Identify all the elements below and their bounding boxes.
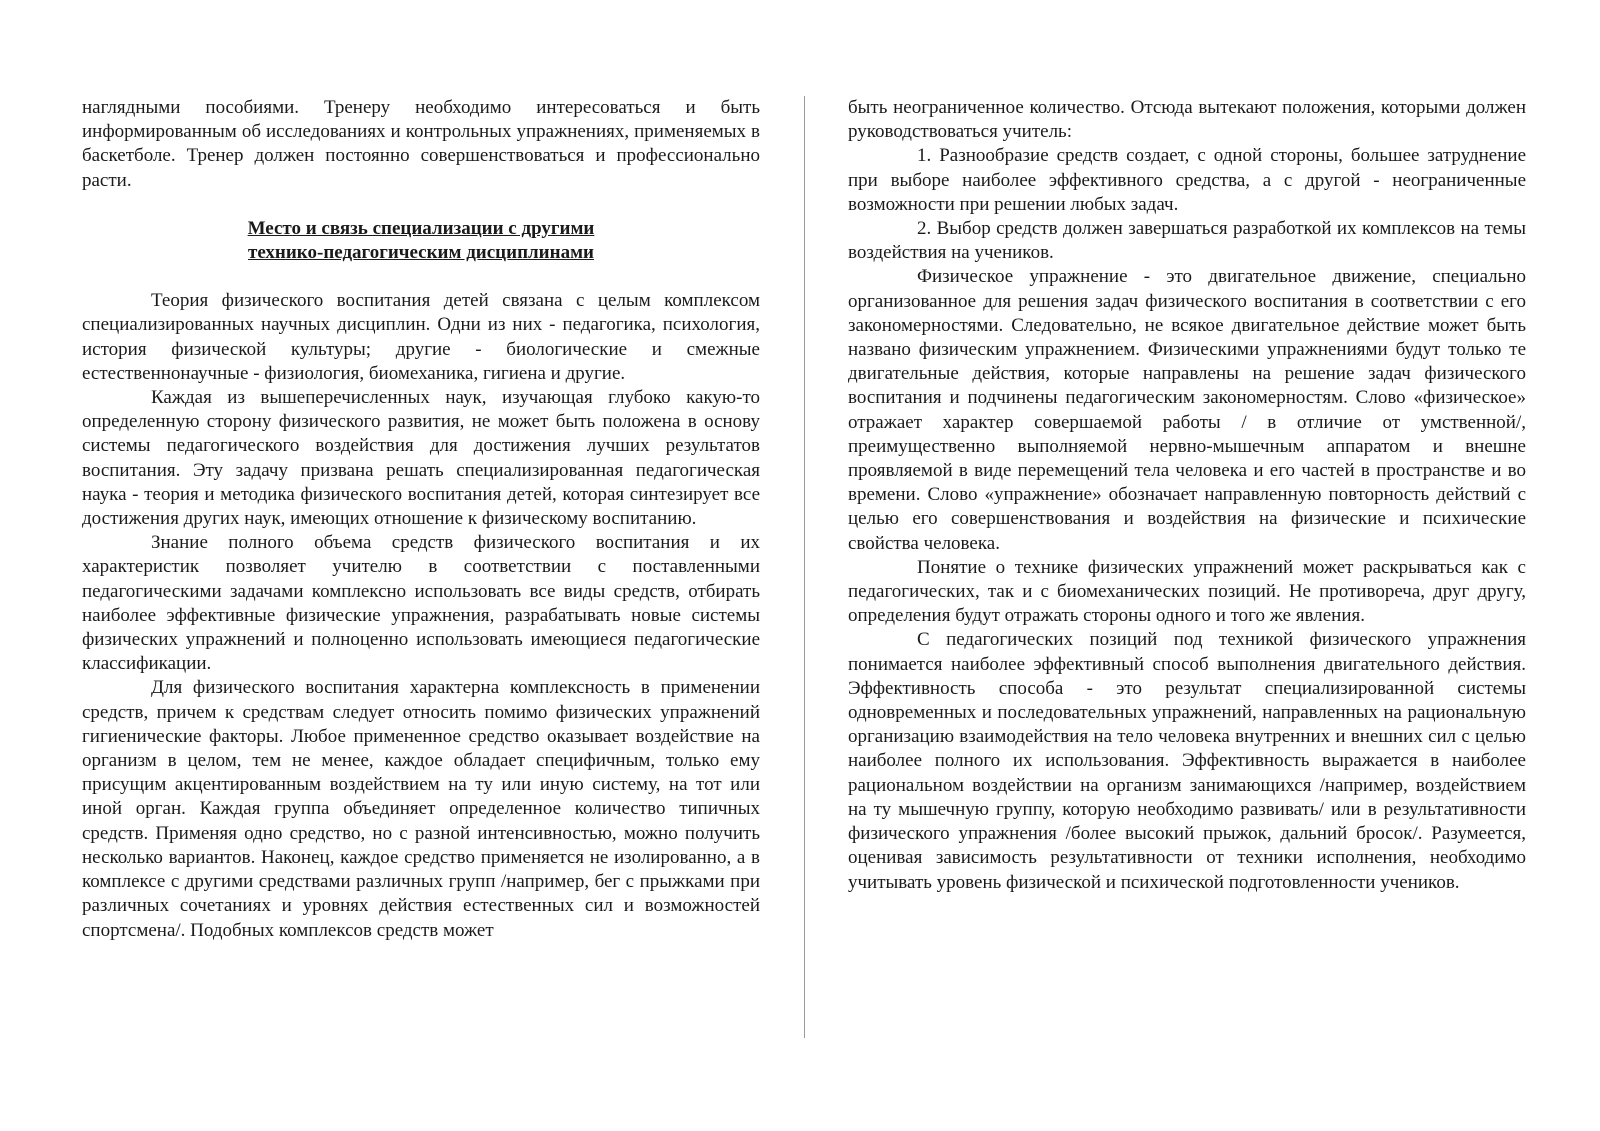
left-paragraph-1: Теория физического воспитания детей связана с целым комплексом специализированных научных дисциплин. Одни из них - педагогика, психология, история физической культуры; другие - биологические и смежные естественнонаучные - физиология, биомеханика, гигиена и другие.: [82, 290, 760, 384]
right-column: [848, 96, 1526, 895]
left-paragraph-3: Знание полного объема средств физического воспитания и их характеристик позволяет учителю в соответствии с поставленными педагогическими задачами комплексно использовать все виды средств, отбирать наиболее эффективные физические упражнения, разрабатывать новые системы физических упражнений и полноценно использовать имеющиеся педагогические классификации.: [82, 532, 760, 675]
left-intro-paragraph: наглядными пособиями. Тренеру необходимо интересоваться и быть информированным об исследованиях и контрольных упражнениях, применяемых в баскетболе. Тренер должен постоянно совершенствоваться и профессионально расти.: [82, 97, 760, 191]
left-column: [82, 96, 760, 943]
right-paragraph-4: Понятие о технике физических упражнений может раскрываться как с педагогических, так и с биомеханических позиций. Не противореча, друг другу, определения будут отражать стороны одного и того же явления.: [848, 556, 1526, 627]
section-heading-line-1: Место и связь специализации с другими: [247, 217, 595, 239]
left-paragraph-4: Для физического воспитания характерна комплексность в применении средств, причем к средствам следует относить помимо физических упражнений гигиенические факторы. Любое примененное средство оказывает воздействие на организм в целом, тем не менее, каждое обладает специфичным, только ему присущим акцентированным воздействием на ту или иную систему, на тот или иной орган. Каждая группа объединяет определенное количество типичных средств. Применяя одно средство, но с разной интенсивностью, можно получить несколько вариантов. Наконец, каждое средство применяется не изолированно, а в комплексе с другими средствами различных групп /например, бег с прыжками при различных сочетаниях и уровнях действия естественных сил и возможностей спортсмена/. Подобных комплексов средств может: [82, 677, 760, 941]
section-heading: [82, 217, 760, 265]
right-paragraph-1: 1. Разнообразие средств создает, с одной стороны, большее затруднение при выборе наиболее эффективного средства, а с другой - неограниченные возможности при решении любых задач.: [848, 145, 1526, 215]
column-divider: [804, 96, 805, 1038]
section-heading-line-2: технико-педагогическим дисциплинами: [248, 242, 594, 264]
right-paragraph-2: 2. Выбор средств должен завершаться разработкой их комплексов на темы воздействия на учеников.: [848, 218, 1526, 264]
right-intro-paragraph: быть неограниченное количество. Отсюда вытекают положения, которыми должен руководствоваться учитель:: [848, 97, 1526, 143]
right-paragraph-5: С педагогических позиций под техникой физического упражнения понимается наиболее эффективный способ выполнения двигательного действия. Эффективность способа - это результат специализированной системы одновременных и последовательных упражнений, направленных на рациональную организацию взаимодействия на тело человека внутренних и внешних сил с целью наиболее полного их использования. Эффективность выражается в наиболее рациональном воздействии на организм занимающихся /например, воздействием на ту мышечную группу, которую необходимо развивать/ или в результативности физического упражнения /более высокий прыжок, дальний бросок/. Разумеется, оценивая зависимость результативности от техники исполнения, необходимо учитывать уровень физической и психической подготовленности учеников.: [848, 629, 1526, 893]
left-paragraph-2: Каждая из вышеперечисленных наук, изучающая глубоко какую-то определенную сторону физического развития, не может быть положена в основу системы педагогического воздействия для достижения лучших результатов воспитания. Эту задачу призвана решать специализированная педагогическая наука - теория и методика физического воспитания детей, которая синтезирует все достижения других наук, имеющих отношение к физическому воспитанию.: [82, 387, 760, 530]
right-paragraph-3: Физическое упражнение - это двигательное движение, специально организованное для решения задач физического воспитания в соответствии с его закономерностями. Следовательно, не всякое двигательное действие может быть названо физическим упражнением. Физическими упражнениями будут только те двигательные действия, которые направлены на решение задач физического воспитания и подчинены педагогическим закономерностям. Слово «физическое» отражает характер совершаемой работы / в отличие от умственной/, преимущественно выполняемой нервно-мышечным аппаратом и внешне проявляемой в виде перемещений тела человека и его частей в пространстве и во времени. Слово «упражнение» обозначает направленную повторность действий с целью его совершенствования и воздействия на физические и психические свойства человека.: [848, 266, 1526, 554]
